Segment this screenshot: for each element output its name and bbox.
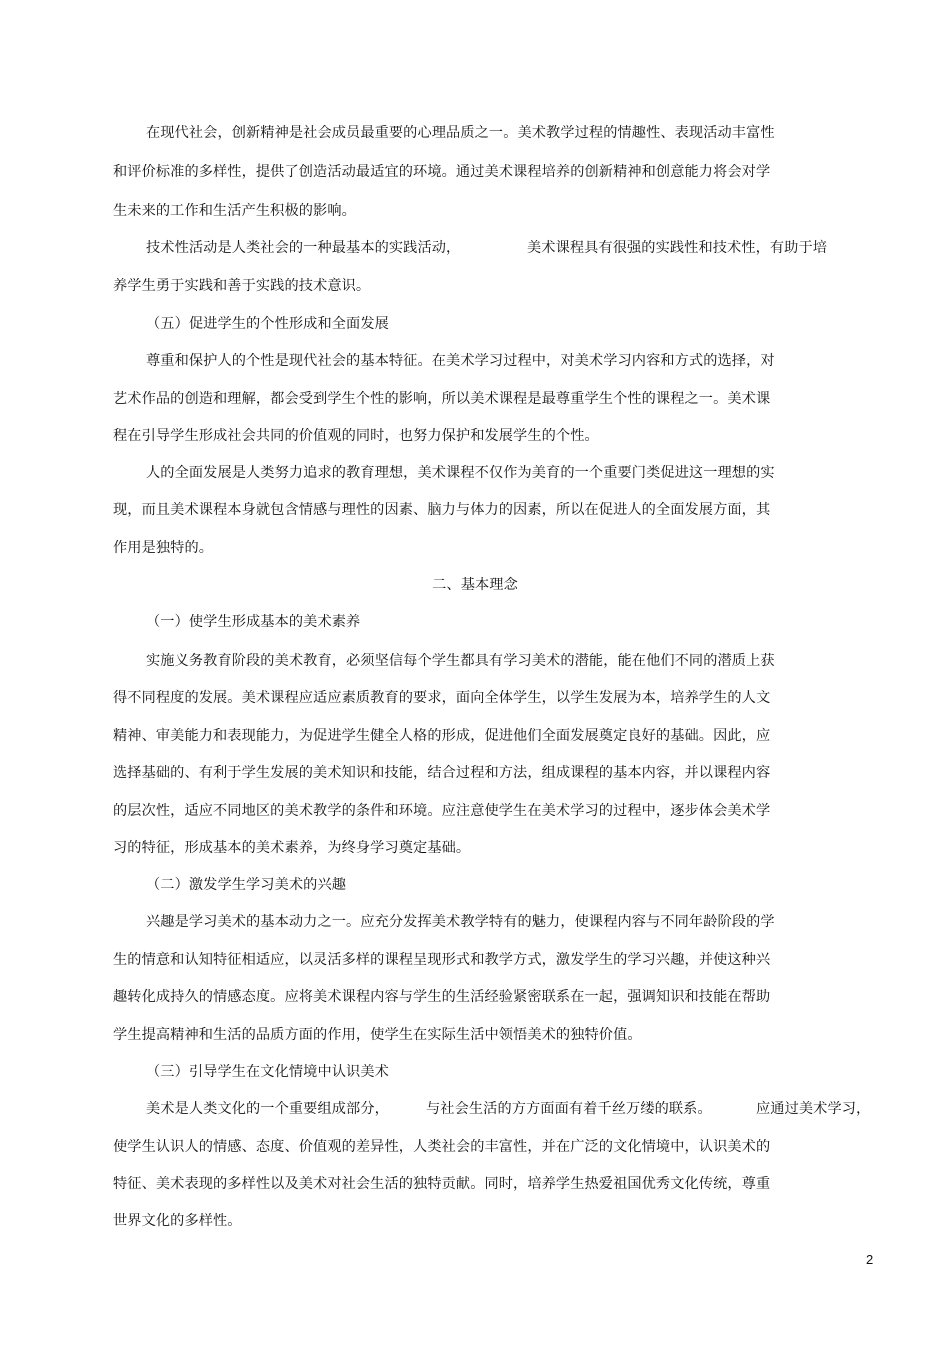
section-heading: （一）使学生形成基本的美术素养 bbox=[146, 614, 361, 630]
paragraph-line: 得不同程度的发展。美术课程应适应素质教育的要求，面向全体学生，以学生发展为本，培养学生的人文 bbox=[113, 690, 771, 706]
paragraph-line: 选择基础的、有利于学生发展的美术知识和技能，结合过程和方法，组成课程的基本内容，并以课程内容 bbox=[113, 765, 771, 781]
paragraph-segment: 美术课程具有很强的实践性和技术性，有助于培 bbox=[527, 240, 828, 256]
paragraph-line: 兴趣是学习美术的基本动力之一。应充分发挥美术教学特有的魅力，使课程内容与不同年龄阶段的学 bbox=[146, 914, 775, 930]
paragraph-line: 养学生勇于实践和善于实践的技术意识。 bbox=[113, 278, 371, 294]
paragraph-line: 作用是独特的。 bbox=[113, 540, 214, 556]
paragraph-line: 实施义务教育阶段的美术教育，必须坚信每个学生都具有学习美术的潜能，能在他们不同的潜质上获 bbox=[146, 653, 775, 669]
paragraph-segment: 应通过美术学习， bbox=[756, 1101, 871, 1117]
paragraph-line: 趣转化成持久的情感态度。应将美术课程内容与学生的生活经验紧密联系在一起，强调知识和技能在帮助 bbox=[113, 989, 771, 1005]
section-heading: （五）促进学生的个性形成和全面发展 bbox=[146, 316, 389, 332]
paragraph-line: 在现代社会，创新精神是社会成员最重要的心理品质之一。美术教学过程的情趣性、表现活动丰富性 bbox=[146, 125, 775, 141]
paragraph-line: 尊重和保护人的个性是现代社会的基本特征。在美术学习过程中，对美术学习内容和方式的选择，对 bbox=[146, 353, 775, 369]
paragraph-segment: 技术性活动是人类社会的一种最基本的实践活动， bbox=[146, 240, 461, 256]
chapter-title: 二、基本理念 bbox=[432, 577, 518, 593]
paragraph-line: 程在引导学生形成社会共同的价值观的同时，也努力保护和发展学生的个性。 bbox=[113, 428, 599, 444]
paragraph-line: 和评价标准的多样性，提供了创造活动最适宜的环境。通过美术课程培养的创新精神和创意能力将会对学 bbox=[113, 164, 771, 180]
paragraph-line: 生未来的工作和生活产生积极的影响。 bbox=[113, 203, 356, 219]
paragraph-line: 世界文化的多样性。 bbox=[113, 1213, 242, 1229]
section-heading: （三）引导学生在文化情境中认识美术 bbox=[146, 1064, 389, 1080]
paragraph-line: 使学生认识人的情感、态度、价值观的差异性，人类社会的丰富性，并在广泛的文化情境中，认识美术的 bbox=[113, 1139, 771, 1155]
paragraph-line: 习的特征，形成基本的美术素养，为终身学习奠定基础。 bbox=[113, 840, 471, 856]
paragraph-line: 人的全面发展是人类努力追求的教育理想，美术课程不仅作为美育的一个重要门类促进这一理想的实 bbox=[146, 465, 775, 481]
page-number: 2 bbox=[866, 1252, 874, 1267]
section-heading: （二）激发学生学习美术的兴趣 bbox=[146, 877, 347, 893]
paragraph-line: 精神、审美能力和表现能力，为促进学生健全人格的形成，促进他们全面发展奠定良好的基础。因此，应 bbox=[113, 728, 771, 744]
paragraph-line: 艺术作品的创造和理解，都会受到学生个性的影响，所以美术课程是最尊重学生个性的课程之一。美术课 bbox=[113, 391, 771, 407]
paragraph-segment: 美术是人类文化的一个重要组成部分， bbox=[146, 1101, 389, 1117]
paragraph-line: 现，而且美术课程本身就包含情感与理性的因素、脑力与体力的因素，所以在促进人的全面发展方面，其 bbox=[113, 502, 771, 518]
paragraph-line: 学生提高精神和生活的品质方面的作用，使学生在实际生活中领悟美术的独特价值。 bbox=[113, 1027, 642, 1043]
paragraph-line: 特征、美术表现的多样性以及美术对社会生活的独特贡献。同时，培养学生热爱祖国优秀文化传统，尊重 bbox=[113, 1176, 771, 1192]
paragraph-line: 生的情意和认知特征相适应，以灵活多样的课程呈现形式和教学方式，激发学生的学习兴趣，并使这种兴 bbox=[113, 952, 771, 968]
paragraph-line: 的层次性，适应不同地区的美术教学的条件和环境。应注意使学生在美术学习的过程中，逐步体会美术学 bbox=[113, 803, 771, 819]
paragraph-segment: 与社会生活的方方面面有着千丝万缕的联系。 bbox=[426, 1101, 712, 1117]
